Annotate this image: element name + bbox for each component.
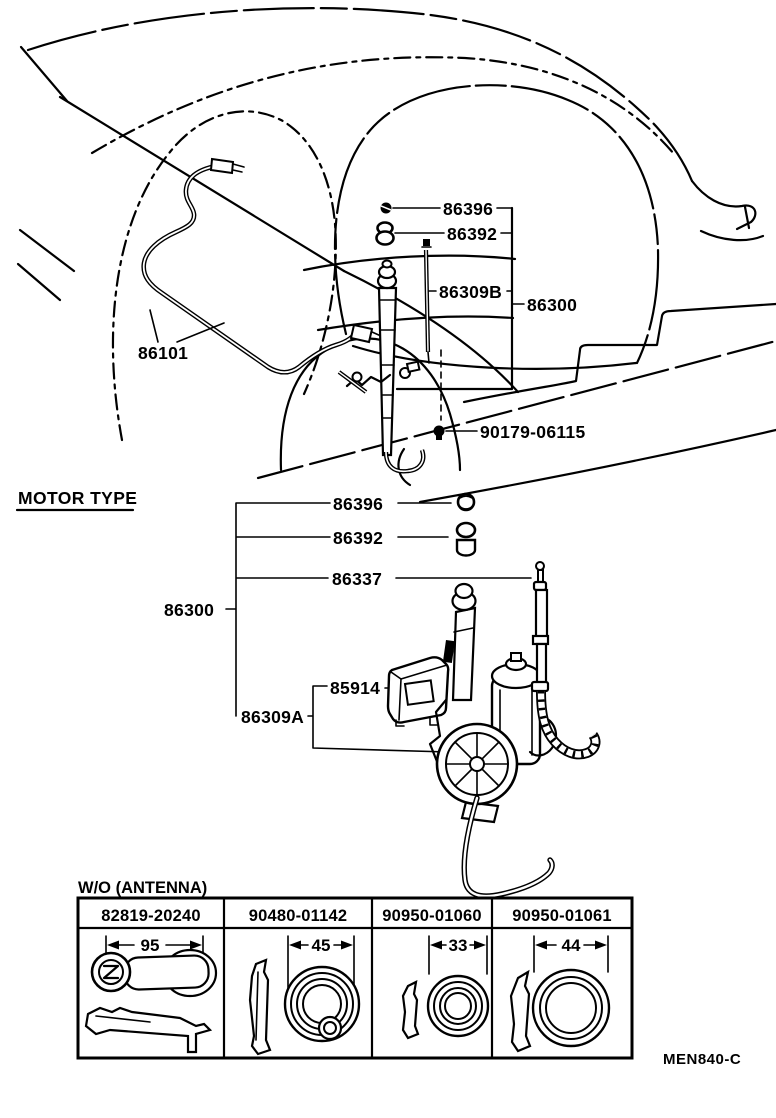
callout-86101: [138, 310, 224, 363]
motor-type-heading: MOTOR TYPE: [18, 488, 138, 508]
cell-90950-01060: [403, 936, 488, 1038]
cable-connector-icon: [211, 159, 244, 173]
callout-90179-06115: [434, 350, 586, 442]
callout-86396-top: [381, 199, 513, 219]
dim-45: 45: [311, 936, 331, 955]
motor-type-section: [17, 488, 595, 896]
label-86300-top: 86300: [527, 295, 578, 315]
callout-86392-top: [377, 223, 513, 245]
col2-part-number: 90480-01142: [248, 907, 348, 925]
cell-90950-01061: [511, 936, 609, 1051]
car-body-outline: [18, 8, 776, 502]
label-85914: 85914: [330, 678, 381, 698]
label-86309B: 86309B: [439, 282, 503, 302]
table-title: W/O (ANTENNA): [78, 879, 208, 897]
drawing-code: MEN840-C: [663, 1051, 742, 1068]
dim-95: 95: [140, 936, 160, 955]
cell-90480-01142: [250, 936, 359, 1054]
support-rod-drawing: [422, 239, 431, 363]
bolt-icon: [434, 426, 445, 441]
label-86392-motor: 86392: [333, 528, 384, 548]
callout-86309B-top: [429, 282, 512, 302]
mast-drawing: [532, 562, 595, 754]
col4-part-number: 90950-01061: [512, 907, 612, 925]
label-86337: 86337: [332, 569, 383, 589]
label-86392-top: 86392: [447, 224, 498, 244]
wo-antenna-table: [78, 879, 632, 1058]
label-86396-motor: 86396: [333, 494, 384, 514]
dim-33: 33: [448, 936, 468, 955]
relay-box-drawing: [388, 657, 448, 726]
label-86309A: 86309A: [241, 707, 305, 727]
label-86396-top: 86396: [443, 199, 494, 219]
label-90179-06115: 90179-06115: [480, 422, 586, 442]
cell-82819-20240: [86, 936, 216, 1052]
col3-part-number: 90950-01060: [382, 907, 482, 925]
antenna-mast-drawing: [339, 261, 423, 472]
dim-44: 44: [561, 936, 581, 955]
nut-icon-motor: [458, 494, 474, 510]
label-86300-motor: 86300: [164, 600, 215, 620]
col1-part-number: 82819-20240: [101, 907, 201, 925]
label-86101: 86101: [138, 343, 189, 363]
spacer-icon: [377, 223, 394, 245]
spacer-icon-motor: [457, 523, 475, 556]
